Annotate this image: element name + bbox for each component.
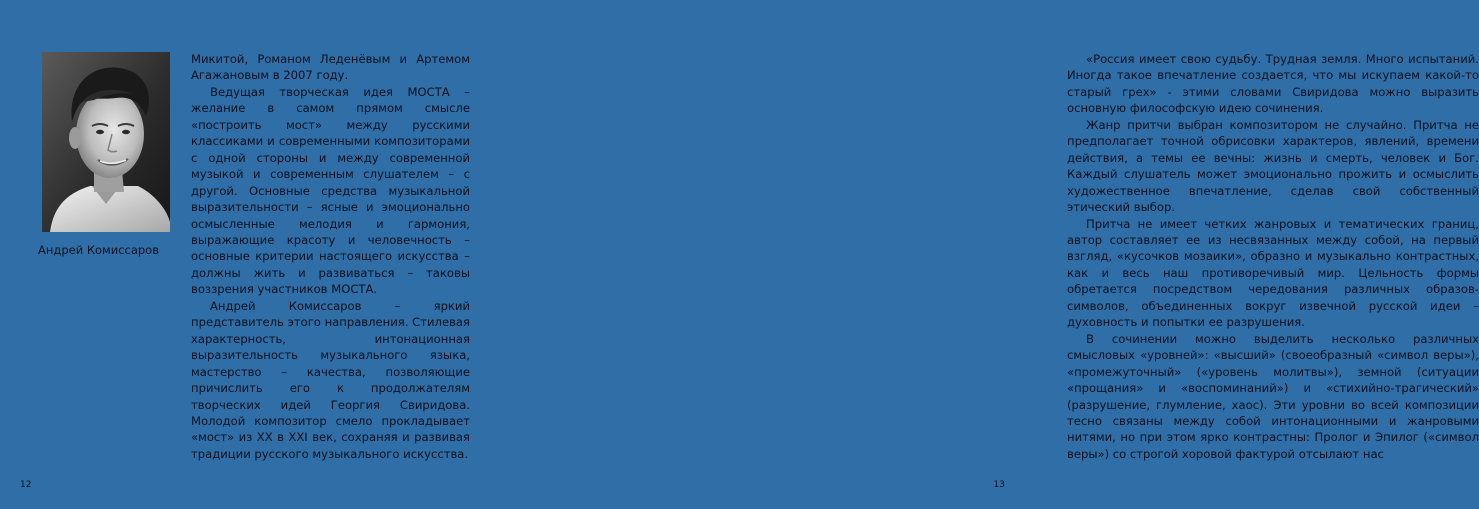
- paragraph: Жанр притчи выбран композитором не случайно. Притча не предполагает точной обрисовки характеров, явлений, времени действия, а темы ее вечны: жизнь и смерть, человек и Бог. Каждый слушатель может эмоционально прожить и осмыслить художественное впечатление, сделав свой собственный этический выбор.: [1067, 117, 1479, 215]
- paragraph: Андрей Комиссаров – яркий представитель этого направления. Стилевая характерность, интонационная выразительность музыкального языка, мастерство – качества, позволяющие причислить его к продолжателям творческих идей Георгия Свиридова. Молодой композитор смело прокладывает «мост» из XX в XXI век, сохраняя и развивая традиции русского музыкального искусства.: [191, 298, 470, 461]
- left-page: [0, 0, 512, 509]
- right-page: [512, 0, 1479, 509]
- paragraph: В сочинении можно выделить несколько различных смысловых «уровней»: «высший» (своеобразный «символ веры»), «промежуточный» («уровень молитвы»), земной (ситуации «прощания» и «воспоминаний») и «стихийно-трагический» (разрушение, глумление, хаос). Эти уровни во всей композиции тесно связаны между собой интонационными и жанровыми нитями, но при этом ярко контрастны: Пролог и Эпилог («символ веры») со строгой хоровой фактурой отсылают нас: [1067, 331, 1479, 461]
- right-text-column: [1067, 51, 1479, 462]
- page-number: 12: [20, 480, 32, 490]
- paragraph: Микитой, Романом Леденёвым и Артемом Агажановым в 2007 году.: [191, 52, 470, 83]
- left-text-column: [191, 51, 470, 462]
- portrait-image: [42, 52, 170, 232]
- paragraph: Ведущая творческая идея МОСТА – желание в самом прямом смысле «построить мост» между русскими классиками и современными композиторами с одной стороны и между современной музыкой и современным слушателем – с другой. Основные средства музыкальной выразительности – ясные и эмоционально осмысленные мелодия и гармония, выражающие красоту и человечность – основные критерии настоящего искусства – должны жить и развиваться – таковы воззрения участников МОСТА.: [191, 84, 470, 297]
- author-photo: [42, 52, 170, 232]
- paragraph: Притча не имеет четких жанровых и тематических границ, автор составляет ее из несвязанных между собой, на первый взгляд, «кусочков мозаики», образно и музыкально контрастных, как и весь наш противоречивый мир. Цельность формы обретается посредством чередования различных образов-символов, объединенных вокруг извечной русской идеи – духовность и попытки ее разрушения.: [1067, 216, 1479, 330]
- photo-caption: Андрей Комиссаров: [38, 243, 159, 257]
- page-number: 13: [993, 480, 1005, 490]
- paragraph: «Россия имеет свою судьбу. Трудная земля. Много испытаний. Иногда такое впечатление создается, что мы искупаем какой-то старый грех» - этими словами Свиридова можно выразить основную философскую идею сочинения.: [1067, 52, 1479, 116]
